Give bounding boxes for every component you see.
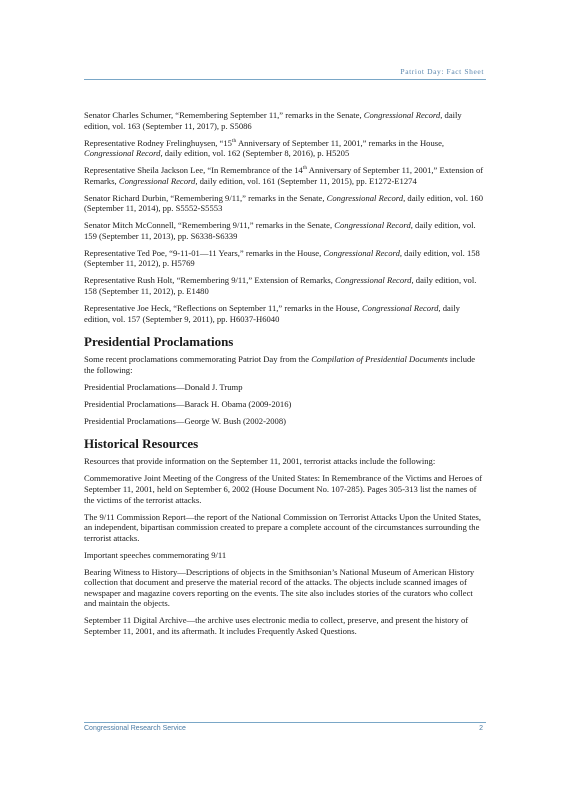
proclamations-intro: Some recent proclamations commemorating Patriot Day from the Compilation of Presidential Documents include the following: <box>84 354 476 375</box>
resource-commission-report[interactable]: The 9/11 Commission Report—the report of the National Commission on Terrorist Attacks Upon the United States, an independent, bipartisan commission created to prepare a complete account of the circumstances surrounding the terrorist attacks. <box>84 511 482 543</box>
page-number: 2 <box>479 725 483 732</box>
remark-citation: Representative Rush Holt, “Remembering 9/11,” Extension of Remarks, Congressional Record, daily edition, vol. 158 (September 11, 2012), p. E1480 <box>84 275 477 297</box>
remark-citation: Representative Sheila Jackson Lee, “In Remembrance of the 14th Anniversary of September 11, 2001,” Extension of Remarks, Congressional Record, daily edition, vol. 161 (September 11, 2015), pp. E1272-E1274 <box>84 165 484 186</box>
remark-citation: Representative Joe Heck, “Reflections on September 11,” remarks in the House, Congressional Record, daily edition, vol. 157 (September 9, 2011), pp. H6037-H6040 <box>84 303 460 324</box>
historical-intro: Resources that provide information on the September 11, 2001, terrorist attacks include the following: <box>84 456 436 467</box>
section-heading-historical: Historical Resources <box>84 436 199 452</box>
resource-bearing-witness[interactable]: Bearing Witness to History—Descriptions of objects in the Smithsonian’s National Museum of American History collection that document and preserve the material record of the attacks. The objects include scanned images of newspaper and magazine covers reporting on the events. The site also includes stories of the curators who collect and maintain the objects. <box>84 566 475 609</box>
proclamation-link-obama[interactable]: Presidential Proclamations—Barack H. Obama (2009-2016) <box>84 398 292 409</box>
remark-citation: Senator Mitch McConnell, “Remembering 9/11,” remarks in the Senate, Congressional Record, daily edition, vol. 159 (September 11, 2013), pp. S6338-S6339 <box>84 220 476 241</box>
remark-citation: Representative Ted Poe, “9-11-01—11 Years,” remarks in the House, Congressional Record, daily edition, vol. 158 (September 11, 2012), p. H5769 <box>84 247 480 269</box>
resource-digital-archive[interactable]: September 11 Digital Archive—the archive uses electronic media to collect, preserve, and present the history of September 11, 2001, and its aftermath. It includes Frequently Asked Questions. <box>84 615 469 637</box>
proclamation-link-trump[interactable]: Presidential Proclamations—Donald J. Trump <box>84 381 243 392</box>
section-heading-proclamations: Presidential Proclamations <box>84 334 234 350</box>
footer-rule <box>84 722 486 723</box>
remark-citation: Senator Charles Schumer, “Remembering September 11,” remarks in the Senate, Congressional Record, daily edition, vol. 163 (September 11, 2017), p. S5086 <box>84 110 462 131</box>
header-rule <box>84 79 486 80</box>
page-content <box>84 110 484 643</box>
remark-citation: Senator Richard Durbin, “Remembering 9/11,” remarks in the Senate, Congressional Record, daily edition, vol. 160 (September 11, 2014), pp. S5552-S5553 <box>84 192 484 214</box>
proclamation-link-bush[interactable]: Presidential Proclamations—George W. Bush (2002-2008) <box>84 415 287 426</box>
remark-citation: Representative Rodney Frelinghuysen, “15th Anniversary of September 11, 2001,” remarks in the House, Congressional Record, daily edition, vol. 162 (September 8, 2016), p. H5205 <box>84 137 445 159</box>
running-header: Patriot Day: Fact Sheet <box>400 67 484 76</box>
resource-joint-meeting[interactable]: Commemorative Joint Meeting of the Congress of the United States: In Remembrance of the Victims and Heroes of September 11, 2001, held on September 6, 2002 (House Document No. 107-285). Pages 305-313 list the names of the victims of the terrorist attacks. <box>84 473 483 505</box>
footer-organization: Congressional Research Service <box>84 725 186 732</box>
compilation-link[interactable]: Compilation of Presidential Documents <box>311 354 448 365</box>
resource-speeches[interactable]: Important speeches commemorating 9/11 <box>84 549 227 560</box>
